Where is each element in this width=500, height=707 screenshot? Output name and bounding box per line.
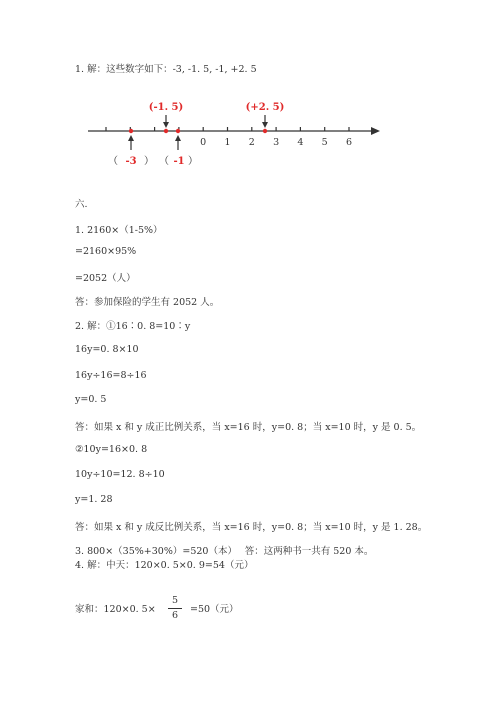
point-minus-3 xyxy=(129,129,133,133)
tick-label-5: 5 xyxy=(321,137,328,148)
fraction-five-sixths xyxy=(168,595,182,622)
number-line xyxy=(0,95,500,185)
bracket-minus-3-close: ） xyxy=(144,156,154,167)
question-1-text: 1. 解：这些数字如下：-3, -1. 5, -1, +2. 5 xyxy=(75,64,257,75)
number-line-arrowhead xyxy=(371,127,380,135)
tick-label-4: 4 xyxy=(297,137,304,148)
arrow-plus-2-5-head xyxy=(262,122,268,128)
fraction-denominator: 6 xyxy=(171,610,179,621)
calc-line-12: y=1. 28 xyxy=(75,494,113,505)
calc-line-15: 4. 解：中天：120×0. 5×0. 9=54（元） xyxy=(75,560,254,571)
calc-line-10: ②10y=16×0. 8 xyxy=(75,444,148,455)
bracket-minus-1-close: ） xyxy=(188,156,198,167)
label-minus-1: -1 xyxy=(173,156,185,167)
arrow-minus-3-head xyxy=(128,135,134,141)
answer-line-2: 答：如果 x 和 y 成正比例关系，当 x=16 时，y=0. 8；当 x=10 时，y 是 0. 5。 xyxy=(75,422,422,433)
fraction-bar xyxy=(168,608,182,609)
label-minus-1-5: (-1. 5) xyxy=(148,102,184,113)
calc-line-16-prefix: 家和：120×0. 5× xyxy=(75,604,156,615)
tick-label-6: 6 xyxy=(345,137,353,148)
arrow-minus-1-5-head xyxy=(163,122,169,128)
answer-line-3: 答：如果 x 和 y 成反比例关系，当 x=16 时，y=0. 8；当 x=10 时，y 是 1. 28。 xyxy=(75,522,428,533)
fraction-numerator: 5 xyxy=(171,595,179,606)
calc-line-11: 10y÷10=12. 8÷10 xyxy=(75,469,165,480)
calc-line-6: 16y=0. 8×10 xyxy=(75,344,139,355)
arrow-minus-1-head xyxy=(175,135,181,141)
point-minus-1 xyxy=(176,129,180,133)
tick-label-3: 3 xyxy=(273,137,280,148)
label-minus-3: -3 xyxy=(125,156,137,167)
calc-line-3: =2052（人） xyxy=(75,273,136,284)
tick-labels xyxy=(200,137,352,148)
calc-line-8: y=0. 5 xyxy=(75,394,107,405)
calc-line-16-suffix: =50（元） xyxy=(190,604,239,615)
tick-label-1: 1 xyxy=(224,137,231,148)
point-plus-2-5 xyxy=(263,129,267,133)
tick-label-0: 0 xyxy=(200,137,207,148)
bracket-minus-1-open: （ xyxy=(159,156,169,167)
bracket-minus-3-open: （ xyxy=(108,156,118,167)
label-plus-2-5: (+2. 5) xyxy=(245,102,285,113)
calc-line-1: 1. 2160×（1-5%） xyxy=(75,225,163,236)
tick-marks xyxy=(106,127,349,131)
tick-label-2: 2 xyxy=(248,137,255,148)
section-6-title: 六. xyxy=(75,199,88,210)
calc-line-7: 16y÷16=8÷16 xyxy=(75,370,147,381)
point-minus-1-5 xyxy=(164,129,168,133)
answer-line-1: 答：参加保险的学生有 2052 人。 xyxy=(75,297,220,308)
calc-line-5: 2. 解：①16∶0. 8=10∶y xyxy=(75,321,191,332)
calc-line-2: =2160×95% xyxy=(75,246,137,257)
calc-line-14: 3. 800×（35%+30%）=520（本） 答：这两种书一共有 520 本。 xyxy=(75,546,374,557)
